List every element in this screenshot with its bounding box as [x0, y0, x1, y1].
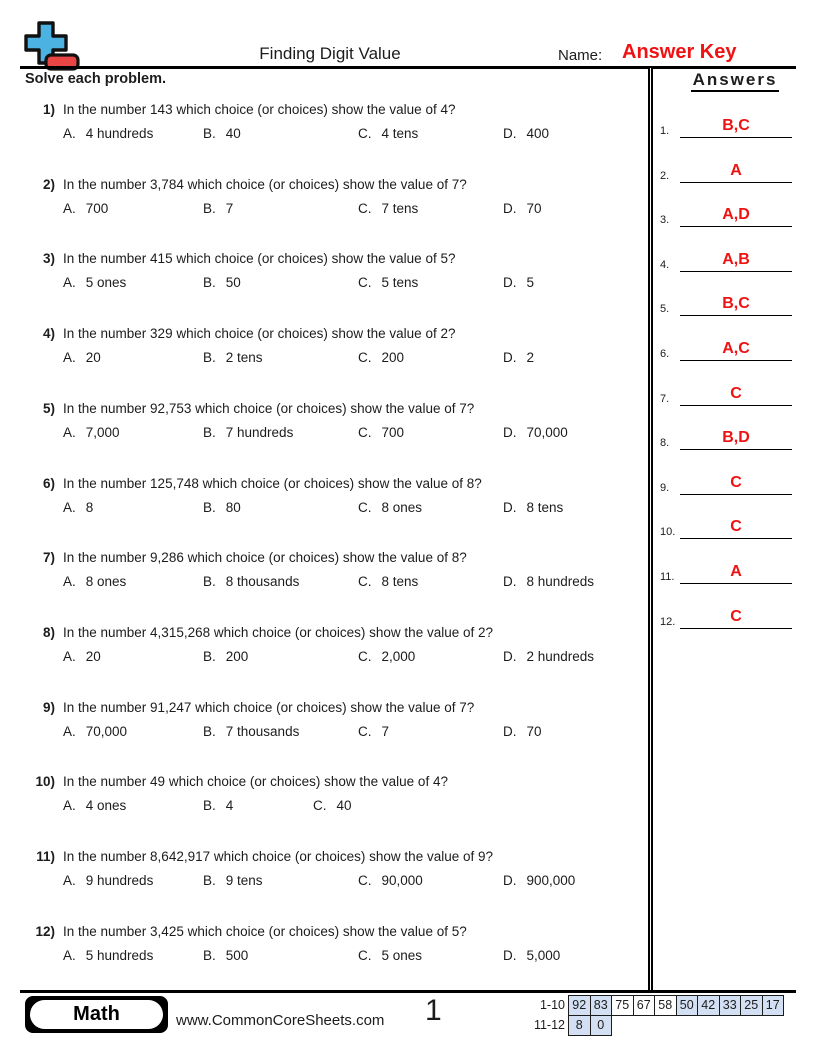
choice-label: D.	[503, 499, 517, 515]
choice-item	[358, 649, 503, 664]
choice-item	[63, 798, 203, 813]
choice-label: A.	[63, 723, 76, 739]
score-row	[523, 995, 784, 1016]
choices-row	[63, 798, 630, 813]
answer-number: 12.	[660, 615, 676, 628]
math-badge	[25, 996, 168, 1033]
question-item	[25, 176, 630, 216]
choice-label: C.	[358, 574, 372, 590]
answer-value: B,C	[722, 295, 750, 313]
question-item	[25, 325, 630, 365]
choice-text: 5 hundreds	[85, 947, 154, 963]
choice-label: C.	[313, 798, 327, 814]
choice-item	[503, 574, 630, 589]
choice-text: 20	[85, 648, 101, 664]
choice-item	[203, 201, 358, 216]
answer-slot	[660, 330, 792, 361]
question-item	[25, 923, 630, 963]
choice-item	[503, 724, 630, 739]
choice-item	[63, 350, 203, 365]
choices-row	[63, 425, 630, 440]
answer-number: 9.	[660, 481, 670, 494]
question-number: 4)	[42, 326, 55, 342]
choice-item	[203, 574, 358, 589]
choice-item	[503, 649, 630, 664]
question-text: In the number 92,753 which choice (or choices) show the value of 7?	[63, 400, 475, 416]
choice-text: 7	[381, 723, 390, 739]
answer-blank-line	[680, 339, 792, 361]
choice-item	[313, 798, 630, 813]
choice-label: A.	[63, 648, 76, 664]
answer-slot	[660, 419, 792, 450]
score-cell: 42	[697, 995, 720, 1016]
answer-value: A,D	[722, 206, 750, 224]
answer-slot	[660, 464, 792, 495]
choice-label: D.	[503, 200, 517, 216]
choice-item	[358, 948, 503, 963]
answer-slot	[660, 241, 792, 272]
answer-blank-line	[680, 294, 792, 316]
answer-value: C	[730, 384, 742, 402]
answer-number: 3.	[660, 214, 670, 227]
choice-text: 5 tens	[381, 275, 419, 291]
subject-label: Math	[30, 1000, 163, 1029]
answer-number: 6.	[660, 348, 670, 360]
choice-label: A.	[63, 947, 76, 963]
choice-text: 8 ones	[381, 499, 423, 515]
choice-text: 5 ones	[85, 275, 127, 291]
choice-label: B.	[203, 947, 216, 963]
answer-slot	[660, 553, 792, 584]
choice-item	[203, 948, 358, 963]
score-cell: 92	[568, 995, 591, 1016]
choice-item	[358, 724, 503, 739]
question-text: In the number 49 which choice (or choices) show the value of 4?	[63, 774, 448, 790]
choice-item	[358, 425, 503, 440]
score-cell: 50	[676, 995, 699, 1016]
choice-item	[203, 649, 358, 664]
answer-slot	[660, 285, 792, 316]
answer-slot	[660, 375, 792, 406]
answer-number: 11.	[660, 571, 675, 583]
choice-label: D.	[503, 723, 517, 739]
choice-item	[203, 275, 358, 290]
page-number: 1	[425, 994, 442, 1027]
score-cell: 58	[654, 995, 677, 1016]
choice-item	[203, 873, 358, 888]
choice-text: 50	[225, 275, 241, 291]
answer-number: 5.	[660, 303, 670, 316]
question-number: 1)	[42, 102, 55, 117]
score-table	[523, 995, 784, 1036]
question-text: In the number 329 which choice (or choices) show the value of 2?	[63, 326, 456, 342]
answer-blank-line	[680, 384, 792, 406]
score-cell: 67	[633, 995, 656, 1016]
choice-item	[503, 350, 630, 365]
choice-label: C.	[358, 723, 372, 739]
answers-title: Answers	[660, 70, 810, 90]
choice-text: 7	[225, 200, 234, 216]
choice-label: A.	[63, 574, 76, 590]
question-text: In the number 4,315,268 which choice (or choices) show the value of 2?	[63, 624, 494, 640]
choices-row	[63, 350, 630, 365]
choice-label: A.	[63, 499, 76, 515]
choice-text: 7 tens	[381, 200, 419, 216]
choice-text: 8 hundreds	[526, 574, 595, 590]
choice-text: 8	[85, 499, 94, 515]
choice-label: B.	[203, 200, 216, 216]
answer-value: A	[730, 161, 742, 179]
choices-row	[63, 724, 630, 739]
choice-text: 90,000	[381, 873, 423, 888]
choice-label: B.	[203, 574, 216, 590]
choice-text: 700	[381, 424, 405, 440]
question-number: 10)	[35, 774, 55, 790]
choice-text: 8 tens	[381, 574, 419, 590]
choice-item	[503, 425, 630, 440]
question-text: In the number 3,425 which choice (or choices) show the value of 5?	[63, 923, 467, 939]
header-rule	[20, 66, 796, 69]
answer-number: 10.	[660, 526, 676, 539]
question-item	[25, 848, 630, 888]
choice-label: A.	[63, 873, 76, 888]
choice-text: 40	[336, 798, 352, 814]
choice-item	[63, 649, 203, 664]
choice-label: D.	[503, 350, 517, 366]
choice-text: 2 tens	[225, 350, 263, 366]
footer-rule	[20, 990, 796, 993]
answer-number: 7.	[660, 392, 670, 405]
answer-value: A,B	[722, 250, 750, 268]
question-text: In the number 91,247 which choice (or choices) show the value of 7?	[63, 699, 475, 715]
choices-row	[63, 873, 630, 888]
choice-item	[63, 873, 203, 888]
choice-text: 4 hundreds	[85, 126, 154, 141]
choice-item	[63, 574, 203, 589]
choices-row	[63, 500, 630, 515]
score-cell: 75	[611, 995, 634, 1016]
answer-value: C	[730, 607, 742, 625]
choice-text: 2 hundreds	[526, 648, 595, 664]
question-number: 8)	[42, 624, 55, 640]
question-number: 2)	[42, 176, 55, 192]
score-cell: 0	[590, 1015, 613, 1036]
choice-item	[63, 275, 203, 290]
question-number: 5)	[42, 400, 55, 416]
choice-text: 7 thousands	[225, 723, 300, 739]
choice-text: 7,000	[85, 424, 120, 440]
choice-label: B.	[203, 350, 216, 366]
score-range-label: 11-12	[533, 1018, 565, 1032]
choice-label: D.	[503, 275, 517, 291]
answer-value: C	[730, 518, 742, 536]
choice-item	[358, 201, 503, 216]
question-number: 12)	[35, 923, 55, 939]
choice-item	[63, 724, 203, 739]
answer-value: B,D	[722, 429, 750, 447]
choice-text: 900,000	[526, 873, 576, 888]
question-item	[25, 475, 630, 515]
choice-text: 7 hundreds	[225, 424, 294, 440]
choice-text: 4 ones	[85, 798, 127, 814]
question-item	[25, 400, 630, 440]
choice-item	[503, 201, 630, 216]
choice-label: B.	[203, 126, 216, 141]
choice-text: 70	[526, 200, 542, 216]
choice-text: 40	[225, 126, 241, 141]
question-item	[25, 250, 630, 290]
score-cell: 25	[740, 995, 763, 1016]
choice-text: 400	[526, 126, 550, 141]
choice-label: B.	[203, 723, 216, 739]
choice-label: D.	[503, 648, 517, 664]
choice-item	[203, 126, 358, 141]
choice-text: 500	[225, 947, 249, 963]
question-text: In the number 125,748 which choice (or choices) show the value of 8?	[63, 475, 482, 491]
choice-text: 2,000	[381, 648, 416, 664]
answer-blank-line	[680, 562, 792, 584]
choice-label: D.	[503, 574, 517, 590]
choice-label: C.	[358, 126, 372, 141]
score-range-label: 1-10	[539, 998, 565, 1012]
choice-item	[358, 500, 503, 515]
choice-label: C.	[358, 275, 372, 291]
answer-slot	[660, 196, 792, 227]
choice-item	[358, 126, 503, 141]
choice-text: 8 ones	[85, 574, 127, 590]
choice-label: B.	[203, 873, 216, 888]
answer-value: B,C	[722, 117, 750, 134]
answer-value: A	[730, 563, 742, 580]
choice-text: 9 hundreds	[85, 873, 154, 888]
choice-text: 8 tens	[526, 499, 564, 515]
answer-blank-line	[680, 428, 792, 450]
choice-label: C.	[358, 350, 372, 366]
score-cell: 33	[719, 995, 742, 1016]
question-text: In the number 8,642,917 which choice (or choices) show the value of 9?	[63, 849, 494, 864]
choice-label: D.	[503, 873, 517, 888]
question-number: 7)	[42, 550, 55, 566]
website-text: www.CommonCoreSheets.com	[176, 1012, 385, 1029]
answer-number: 8.	[660, 437, 670, 450]
instructions-text: Solve each problem.	[25, 71, 167, 87]
answer-blank-line	[680, 517, 792, 539]
choice-item	[503, 948, 630, 963]
answer-key-label: Answer Key	[622, 41, 737, 63]
choice-label: B.	[203, 499, 216, 515]
answer-number: 4.	[660, 258, 670, 271]
page-title: Finding Digit Value	[259, 44, 401, 63]
choice-item	[203, 350, 358, 365]
choice-text: 20	[85, 350, 101, 366]
answer-blank-line	[680, 205, 792, 227]
question-item	[25, 773, 630, 813]
choice-text: 5 ones	[381, 947, 423, 963]
answer-blank-line	[680, 161, 792, 183]
answer-value: A,C	[722, 340, 750, 357]
choice-text: 200	[381, 350, 405, 366]
choices-row	[63, 948, 630, 963]
choice-item	[358, 350, 503, 365]
choice-item	[63, 948, 203, 963]
choice-text: 4 tens	[381, 126, 419, 141]
name-label: Name:	[558, 47, 603, 64]
choice-label: C.	[358, 200, 372, 216]
answer-slot	[660, 508, 792, 539]
choice-label: C.	[358, 499, 372, 515]
choice-label: B.	[203, 424, 216, 440]
answer-slot	[660, 107, 792, 138]
choice-item	[63, 500, 203, 515]
question-text: In the number 9,286 which choice (or choices) show the value of 8?	[63, 550, 467, 566]
choice-text: 5,000	[526, 947, 561, 963]
choice-item	[63, 126, 203, 141]
question-number: 3)	[42, 251, 55, 267]
answers-column-divider	[648, 68, 653, 990]
choice-label: D.	[503, 126, 517, 141]
question-text: In the number 415 which choice (or choices) show the value of 5?	[63, 251, 456, 267]
choice-text: 70,000	[85, 723, 128, 739]
choice-text: 5	[526, 275, 535, 291]
choice-label: A.	[63, 275, 76, 291]
answer-slot	[660, 598, 792, 629]
choice-text: 700	[85, 200, 109, 216]
choice-label: B.	[203, 648, 216, 664]
question-number: 11)	[36, 849, 55, 864]
choice-item	[503, 500, 630, 515]
choice-text: 80	[225, 499, 241, 515]
choice-item	[203, 724, 358, 739]
choice-text: 9 tens	[225, 873, 263, 888]
choice-item	[358, 275, 503, 290]
question-number: 6)	[42, 475, 55, 491]
choice-label: C.	[358, 648, 372, 664]
choices-row	[63, 275, 630, 290]
answer-blank-line	[680, 473, 792, 495]
answer-blank-line	[680, 250, 792, 272]
choice-label: B.	[203, 798, 216, 814]
choice-text: 2	[526, 350, 535, 366]
question-text: In the number 143 which choice (or choices) show the value of 4?	[63, 102, 456, 117]
choice-text: 200	[225, 648, 249, 664]
question-item	[25, 549, 630, 589]
choice-item	[203, 500, 358, 515]
choice-item	[503, 126, 630, 141]
answer-value: C	[730, 473, 742, 491]
choices-row	[63, 574, 630, 589]
choice-text: 70	[526, 723, 542, 739]
choice-label: C.	[358, 947, 372, 963]
choice-item	[63, 425, 203, 440]
answer-number: 2.	[660, 169, 670, 182]
choice-item	[203, 425, 358, 440]
answer-slot	[660, 152, 792, 183]
choice-text: 70,000	[526, 424, 568, 440]
choice-item	[358, 574, 503, 589]
choice-label: A.	[63, 350, 76, 366]
choice-item	[63, 201, 203, 216]
choice-item	[503, 873, 630, 888]
choice-label: B.	[203, 275, 216, 291]
choice-label: A.	[63, 798, 76, 814]
question-item	[25, 699, 630, 739]
choice-item	[503, 275, 630, 290]
score-cell: 83	[590, 995, 613, 1016]
choice-label: D.	[503, 947, 517, 963]
question-item	[25, 101, 630, 141]
choice-text: 4	[225, 798, 234, 814]
question-number: 9)	[42, 699, 55, 715]
answer-number: 1.	[660, 125, 670, 137]
choice-label: D.	[503, 424, 517, 440]
choice-item	[203, 798, 313, 813]
question-text: In the number 3,784 which choice (or choices) show the value of 7?	[63, 176, 467, 192]
choice-label: C.	[358, 424, 372, 440]
score-cell: 8	[568, 1015, 591, 1036]
choice-label: C.	[358, 873, 372, 888]
choices-row	[63, 201, 630, 216]
answer-blank-line	[680, 607, 792, 629]
choices-row	[63, 126, 630, 141]
choice-label: A.	[63, 200, 76, 216]
score-row	[523, 1015, 784, 1036]
answer-blank-line	[680, 116, 792, 138]
choice-label: A.	[63, 126, 76, 141]
question-item	[25, 624, 630, 664]
choice-item	[358, 873, 503, 888]
score-cell: 17	[762, 995, 785, 1016]
choices-row	[63, 649, 630, 664]
choice-label: A.	[63, 424, 76, 440]
choice-text: 8 thousands	[225, 574, 300, 590]
